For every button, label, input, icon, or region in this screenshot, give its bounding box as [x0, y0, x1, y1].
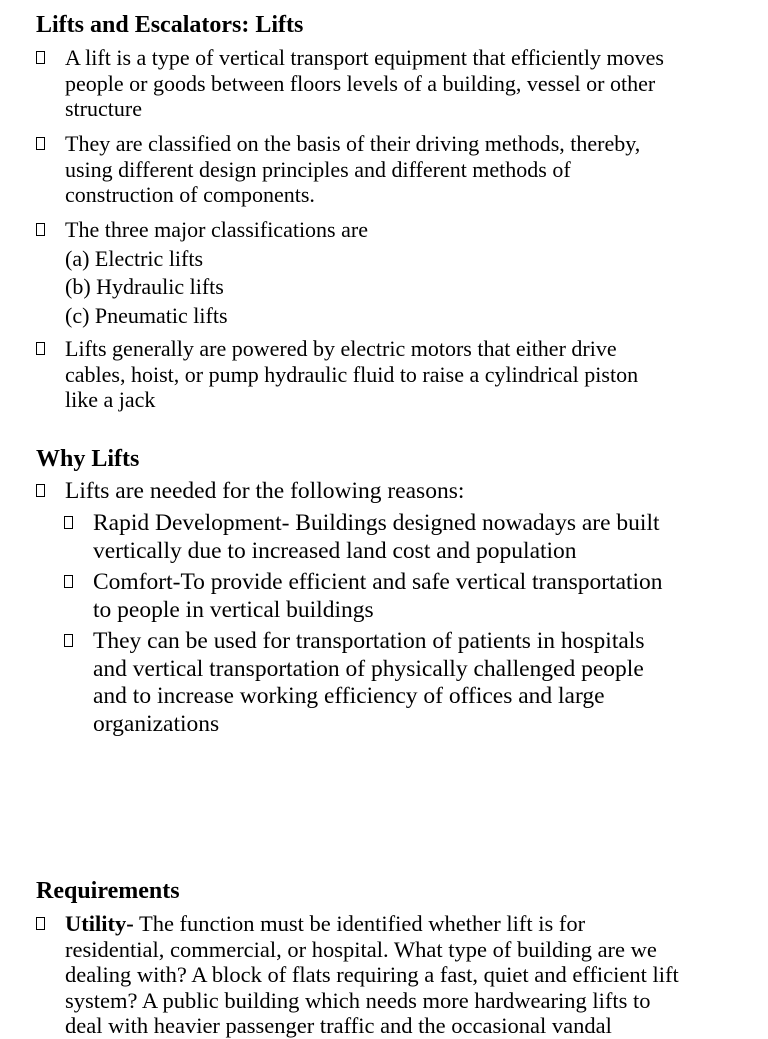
bullet-square-icon: [36, 223, 45, 236]
bullet-square-icon: [36, 484, 45, 497]
classification-item: (a) Electric lifts: [65, 245, 204, 271]
list-item: [36, 911, 748, 1039]
bullet-square-icon: [36, 342, 45, 355]
list-item: The three major classifications are (a) Electric lifts (b) Hydraulic lifts (c) Pneumatic lifts: [36, 217, 736, 330]
list-item: Lifts are needed for the following reasons:: [36, 478, 736, 506]
section-title-why-lifts: Why Lifts: [36, 446, 140, 472]
requirement-term: Utility-: [65, 911, 134, 936]
classification-list: [65, 245, 736, 331]
list-item: A lift is a type of vertical transport equipment that efficiently moves people or goods between floors levels of a building, vessel or other structure: [36, 45, 736, 122]
list-item: They can be used for transportation of patients in hospitals and vertical transportation of physically challenged people and to increase working efficiency of offices and large organizations: [64, 628, 754, 738]
bullet-square-icon: [36, 917, 45, 930]
section-title-lifts: Lifts and Escalators: Lifts: [36, 12, 304, 38]
list-item: They are classified on the basis of their driving methods, thereby, using different design principles and different methods of construction of components.: [36, 131, 736, 208]
bullet-square-icon: [36, 51, 45, 64]
classification-item: (c) Pneumatic lifts: [65, 302, 228, 328]
classification-item: (b) Hydraulic lifts: [65, 274, 224, 299]
bullet-square-icon: [64, 575, 73, 588]
bullet-square-icon: [64, 516, 73, 529]
bullet-square-icon: [64, 634, 73, 647]
section-title-requirements: Requirements: [36, 878, 180, 904]
list-item: Rapid Development- Buildings designed nowadays are built vertically due to increased land cost and population: [64, 510, 754, 565]
list-item: Comfort-To provide efficient and safe vertical transportation to people in vertical buildings: [64, 569, 754, 624]
bullet-square-icon: [36, 137, 45, 150]
requirement-text: The function must be identified whether lift is for residential, commercial, or hospital. What type of building are we dealing with? A block of flats requiring a fast, quiet and efficient lift system? A public building which needs more hardwearing lifts to deal with heavier passenger traffic and the occasional vandal: [65, 911, 679, 1038]
list-item: Lifts generally are powered by electric motors that either drive cables, hoist, or pump hydraulic fluid to raise a cylindrical piston like a jack: [36, 336, 736, 413]
